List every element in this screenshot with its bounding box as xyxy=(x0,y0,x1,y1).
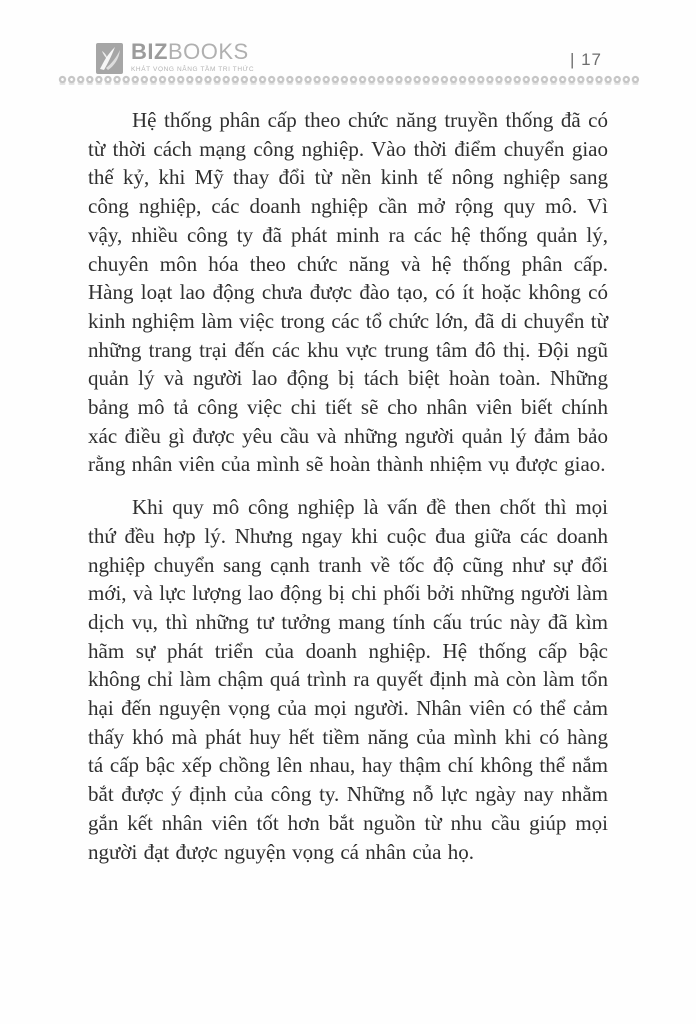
logo-name-books: BOOKS xyxy=(167,39,249,64)
page-body xyxy=(88,106,608,880)
logo-text-block xyxy=(131,41,254,73)
decorative-bead-border xyxy=(58,75,640,85)
logo-tagline: KHÁT VỌNG NÂNG TẦM TRI THỨC xyxy=(131,66,255,73)
paragraph-2: Khi quy mô công nghiệp là vấn đề then chốt thì mọi thứ đều hợp lý. Nhưng ngay khi cuộc đua giữa các doanh nghiệp chuyển sang cạnh tranh về tốc độ cũng như sự đổi mới, và lực lượng lao động bị chi phối bởi những người làm dịch vụ, thì những tư tưởng mang tính cấu trúc này đã kìm hãm sự phát triển của doanh nghiệp. Hệ thống cấp bậc không chỉ làm chậm quá trình ra quyết định mà còn làm tổn hại đến nguyện vọng của mọi người. Nhân viên có thể cảm thấy khó mà phát huy hết tiềm năng của mình khi có hàng tá cấp bậc xếp chồng lên nhau, hay thậm chí không thể nắm bắt được ý định của công ty. Những nỗ lực ngày nay nhằm gắn kết nhân viên tốt hơn bắt nguồn từ nhu cầu giúp mọi người đạt được nguyện vọng cá nhân của họ. xyxy=(88,495,608,864)
paragraph-1: Hệ thống phân cấp theo chức năng truyền thống đã có từ thời cách mạng công nghiệp. Vào thời điểm chuyển giao thế kỷ, khi Mỹ thay đổi từ nền kinh tế nông nghiệp sang công nghiệp, các doanh nghiệp cần mở rộng quy mô. Vì vậy, nhiều công ty đã phát minh ra các hệ thống quản lý, chuyên môn hóa theo chức năng và hệ thống phân cấp. Hàng loạt lao động chưa được đào tạo, có ít hoặc không có kinh nghiệm làm việc trong các tổ chức lớn, đã di chuyển từ những trang trại đến các khu vực trung tâm đô thị. Đội ngũ quản lý và người lao động bị tách biệt hoàn toàn. Những bảng mô tả công việc chi tiết sẽ cho nhân viên biết chính xác điều gì được yêu cầu và những người quản lý đảm bảo rằng nhân viên của mình sẽ hoàn thành nhiệm vụ được giao. xyxy=(88,108,608,477)
page-number: | 17 xyxy=(569,50,602,69)
logo-name xyxy=(131,41,254,63)
bizbooks-book-icon xyxy=(95,41,125,76)
logo-name-biz: BIZ xyxy=(131,39,168,64)
bizbooks-logo xyxy=(95,41,254,76)
